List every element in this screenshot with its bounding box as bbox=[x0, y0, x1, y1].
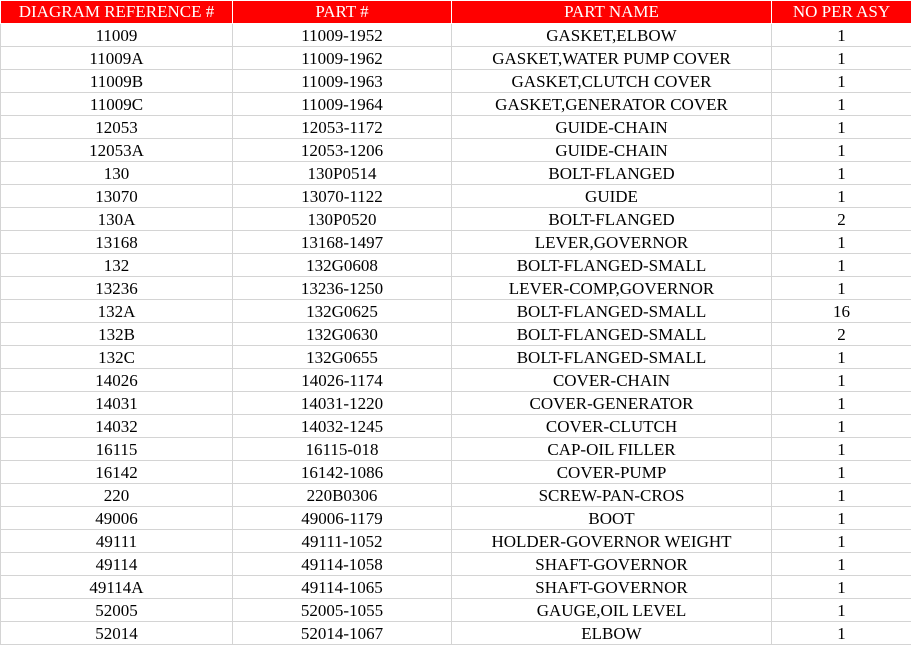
table-row bbox=[1, 530, 911, 553]
table-row bbox=[1, 323, 911, 346]
part-number-cell[interactable]: 220B0306 bbox=[233, 484, 452, 507]
part-number-cell[interactable]: 14031-1220 bbox=[233, 392, 452, 415]
qty-cell[interactable]: 1 bbox=[772, 507, 911, 530]
part-name-cell[interactable]: BOOT bbox=[452, 507, 772, 530]
table-row bbox=[1, 254, 911, 277]
qty-cell[interactable]: 1 bbox=[772, 415, 911, 438]
diagram-reference-cell[interactable]: 13168 bbox=[1, 231, 233, 254]
diagram-reference-cell[interactable]: 14026 bbox=[1, 369, 233, 392]
qty-cell[interactable]: 1 bbox=[772, 530, 911, 553]
part-number-cell[interactable]: 132G0625 bbox=[233, 300, 452, 323]
header-no-per-asy[interactable]: NO PER ASY bbox=[772, 1, 911, 24]
part-name-cell[interactable]: LEVER-COMP,GOVERNOR bbox=[452, 277, 772, 300]
part-name-cell[interactable]: BOLT-FLANGED bbox=[452, 162, 772, 185]
diagram-reference-cell[interactable]: 130A bbox=[1, 208, 233, 231]
part-name-cell[interactable]: SHAFT-GOVERNOR bbox=[452, 553, 772, 576]
qty-cell[interactable]: 1 bbox=[772, 346, 911, 369]
part-number-cell[interactable]: 130P0514 bbox=[233, 162, 452, 185]
part-number-cell[interactable]: 14032-1245 bbox=[233, 415, 452, 438]
part-number-cell[interactable]: 49114-1065 bbox=[233, 576, 452, 599]
part-name-cell[interactable]: COVER-CHAIN bbox=[452, 369, 772, 392]
part-number-cell[interactable]: 52005-1055 bbox=[233, 599, 452, 622]
qty-cell[interactable]: 1 bbox=[772, 461, 911, 484]
part-number-cell[interactable]: 13236-1250 bbox=[233, 277, 452, 300]
part-number-cell[interactable]: 49111-1052 bbox=[233, 530, 452, 553]
table-row bbox=[1, 231, 911, 254]
part-name-cell[interactable]: SCREW-PAN-CROS bbox=[452, 484, 772, 507]
part-number-cell[interactable]: 16142-1086 bbox=[233, 461, 452, 484]
qty-cell[interactable]: 16 bbox=[772, 300, 911, 323]
table-row bbox=[1, 70, 911, 93]
part-number-cell[interactable]: 16115-018 bbox=[233, 438, 452, 461]
qty-cell[interactable]: 1 bbox=[772, 185, 911, 208]
part-name-cell[interactable]: CAP-OIL FILLER bbox=[452, 438, 772, 461]
table-row bbox=[1, 507, 911, 530]
diagram-reference-cell[interactable]: 130 bbox=[1, 162, 233, 185]
table-header bbox=[1, 1, 911, 24]
diagram-reference-cell[interactable]: 16115 bbox=[1, 438, 233, 461]
part-number-cell[interactable]: 12053-1172 bbox=[233, 116, 452, 139]
qty-cell[interactable]: 1 bbox=[772, 139, 911, 162]
diagram-reference-cell[interactable]: 49114A bbox=[1, 576, 233, 599]
table-row bbox=[1, 24, 911, 47]
part-name-cell[interactable]: GASKET,WATER PUMP COVER bbox=[452, 47, 772, 70]
part-name-cell[interactable]: GAUGE,OIL LEVEL bbox=[452, 599, 772, 622]
table-row bbox=[1, 116, 911, 139]
header-part-number[interactable]: PART # bbox=[233, 1, 452, 24]
part-number-cell[interactable]: 11009-1964 bbox=[233, 93, 452, 116]
table-row bbox=[1, 576, 911, 599]
qty-cell[interactable]: 1 bbox=[772, 369, 911, 392]
qty-cell[interactable]: 1 bbox=[772, 438, 911, 461]
qty-cell[interactable]: 1 bbox=[772, 231, 911, 254]
table-row bbox=[1, 622, 911, 645]
diagram-reference-cell[interactable]: 11009A bbox=[1, 47, 233, 70]
part-number-cell[interactable]: 132G0608 bbox=[233, 254, 452, 277]
table-row bbox=[1, 392, 911, 415]
part-name-cell[interactable]: BOLT-FLANGED-SMALL bbox=[452, 323, 772, 346]
diagram-reference-cell[interactable]: 52014 bbox=[1, 622, 233, 645]
part-name-cell[interactable]: COVER-GENERATOR bbox=[452, 392, 772, 415]
diagram-reference-cell[interactable]: 52005 bbox=[1, 599, 233, 622]
qty-cell[interactable]: 1 bbox=[772, 576, 911, 599]
qty-cell[interactable]: 1 bbox=[772, 162, 911, 185]
part-name-cell[interactable]: SHAFT-GOVERNOR bbox=[452, 576, 772, 599]
qty-cell[interactable]: 1 bbox=[772, 599, 911, 622]
part-name-cell[interactable]: GUIDE-CHAIN bbox=[452, 139, 772, 162]
part-name-cell[interactable]: GUIDE-CHAIN bbox=[452, 116, 772, 139]
qty-cell[interactable]: 1 bbox=[772, 277, 911, 300]
table-body bbox=[1, 24, 911, 645]
diagram-reference-cell[interactable]: 13070 bbox=[1, 185, 233, 208]
part-number-cell[interactable]: 14026-1174 bbox=[233, 369, 452, 392]
part-number-cell[interactable]: 11009-1952 bbox=[233, 24, 452, 47]
qty-cell[interactable]: 1 bbox=[772, 392, 911, 415]
header-part-name[interactable]: PART NAME bbox=[452, 1, 772, 24]
table-row bbox=[1, 438, 911, 461]
diagram-reference-cell[interactable]: 11009B bbox=[1, 70, 233, 93]
part-name-cell[interactable]: ELBOW bbox=[452, 622, 772, 645]
diagram-reference-cell[interactable]: 12053A bbox=[1, 139, 233, 162]
table-row bbox=[1, 369, 911, 392]
diagram-reference-cell[interactable]: 49114 bbox=[1, 553, 233, 576]
qty-cell[interactable]: 1 bbox=[772, 484, 911, 507]
table-row bbox=[1, 415, 911, 438]
qty-cell[interactable]: 2 bbox=[772, 208, 911, 231]
table-row bbox=[1, 47, 911, 70]
qty-cell[interactable]: 1 bbox=[772, 24, 911, 47]
table-row bbox=[1, 185, 911, 208]
qty-cell[interactable]: 1 bbox=[772, 116, 911, 139]
part-name-cell[interactable]: BOLT-FLANGED-SMALL bbox=[452, 346, 772, 369]
table-row bbox=[1, 599, 911, 622]
qty-cell[interactable]: 2 bbox=[772, 323, 911, 346]
diagram-reference-cell[interactable]: 14031 bbox=[1, 392, 233, 415]
part-name-cell[interactable]: GASKET,GENERATOR COVER bbox=[452, 93, 772, 116]
qty-cell[interactable]: 1 bbox=[772, 553, 911, 576]
part-number-cell[interactable]: 132G0655 bbox=[233, 346, 452, 369]
part-name-cell[interactable]: BOLT-FLANGED-SMALL bbox=[452, 300, 772, 323]
part-name-cell[interactable]: BOLT-FLANGED-SMALL bbox=[452, 254, 772, 277]
part-number-cell[interactable]: 13070-1122 bbox=[233, 185, 452, 208]
diagram-reference-cell[interactable]: 11009 bbox=[1, 24, 233, 47]
qty-cell[interactable]: 1 bbox=[772, 254, 911, 277]
table-row bbox=[1, 484, 911, 507]
table-row bbox=[1, 208, 911, 231]
part-name-cell[interactable]: BOLT-FLANGED bbox=[452, 208, 772, 231]
part-name-cell[interactable]: GUIDE bbox=[452, 185, 772, 208]
part-name-cell[interactable]: LEVER,GOVERNOR bbox=[452, 231, 772, 254]
diagram-reference-cell[interactable]: 132C bbox=[1, 346, 233, 369]
table-row bbox=[1, 300, 911, 323]
table-row bbox=[1, 553, 911, 576]
header-row bbox=[1, 1, 911, 24]
table-row bbox=[1, 162, 911, 185]
part-number-cell[interactable]: 49114-1058 bbox=[233, 553, 452, 576]
diagram-reference-cell[interactable]: 12053 bbox=[1, 116, 233, 139]
diagram-reference-cell[interactable]: 132 bbox=[1, 254, 233, 277]
part-number-cell[interactable]: 130P0520 bbox=[233, 208, 452, 231]
part-number-cell[interactable]: 11009-1962 bbox=[233, 47, 452, 70]
table-row bbox=[1, 277, 911, 300]
header-diagram-reference[interactable]: DIAGRAM REFERENCE # bbox=[1, 1, 233, 24]
part-name-cell[interactable]: COVER-CLUTCH bbox=[452, 415, 772, 438]
diagram-reference-cell[interactable]: 49006 bbox=[1, 507, 233, 530]
part-name-cell[interactable]: HOLDER-GOVERNOR WEIGHT bbox=[452, 530, 772, 553]
diagram-reference-cell[interactable]: 49111 bbox=[1, 530, 233, 553]
qty-cell[interactable]: 1 bbox=[772, 47, 911, 70]
diagram-reference-cell[interactable]: 11009C bbox=[1, 93, 233, 116]
diagram-reference-cell[interactable]: 16142 bbox=[1, 461, 233, 484]
table-row bbox=[1, 346, 911, 369]
part-number-cell[interactable]: 13168-1497 bbox=[233, 231, 452, 254]
part-number-cell[interactable]: 12053-1206 bbox=[233, 139, 452, 162]
qty-cell[interactable]: 1 bbox=[772, 622, 911, 645]
part-name-cell[interactable]: COVER-PUMP bbox=[452, 461, 772, 484]
diagram-reference-cell[interactable]: 132B bbox=[1, 323, 233, 346]
table-row bbox=[1, 461, 911, 484]
diagram-reference-cell[interactable]: 14032 bbox=[1, 415, 233, 438]
table-row bbox=[1, 93, 911, 116]
part-name-cell[interactable]: GASKET,ELBOW bbox=[452, 24, 772, 47]
qty-cell[interactable]: 1 bbox=[772, 70, 911, 93]
part-name-cell[interactable]: GASKET,CLUTCH COVER bbox=[452, 70, 772, 93]
diagram-reference-cell[interactable]: 132A bbox=[1, 300, 233, 323]
table-row bbox=[1, 139, 911, 162]
qty-cell[interactable]: 1 bbox=[772, 93, 911, 116]
diagram-reference-cell[interactable]: 13236 bbox=[1, 277, 233, 300]
part-number-cell[interactable]: 52014-1067 bbox=[233, 622, 452, 645]
part-number-cell[interactable]: 132G0630 bbox=[233, 323, 452, 346]
diagram-reference-cell[interactable]: 220 bbox=[1, 484, 233, 507]
part-number-cell[interactable]: 49006-1179 bbox=[233, 507, 452, 530]
part-number-cell[interactable]: 11009-1963 bbox=[233, 70, 452, 93]
